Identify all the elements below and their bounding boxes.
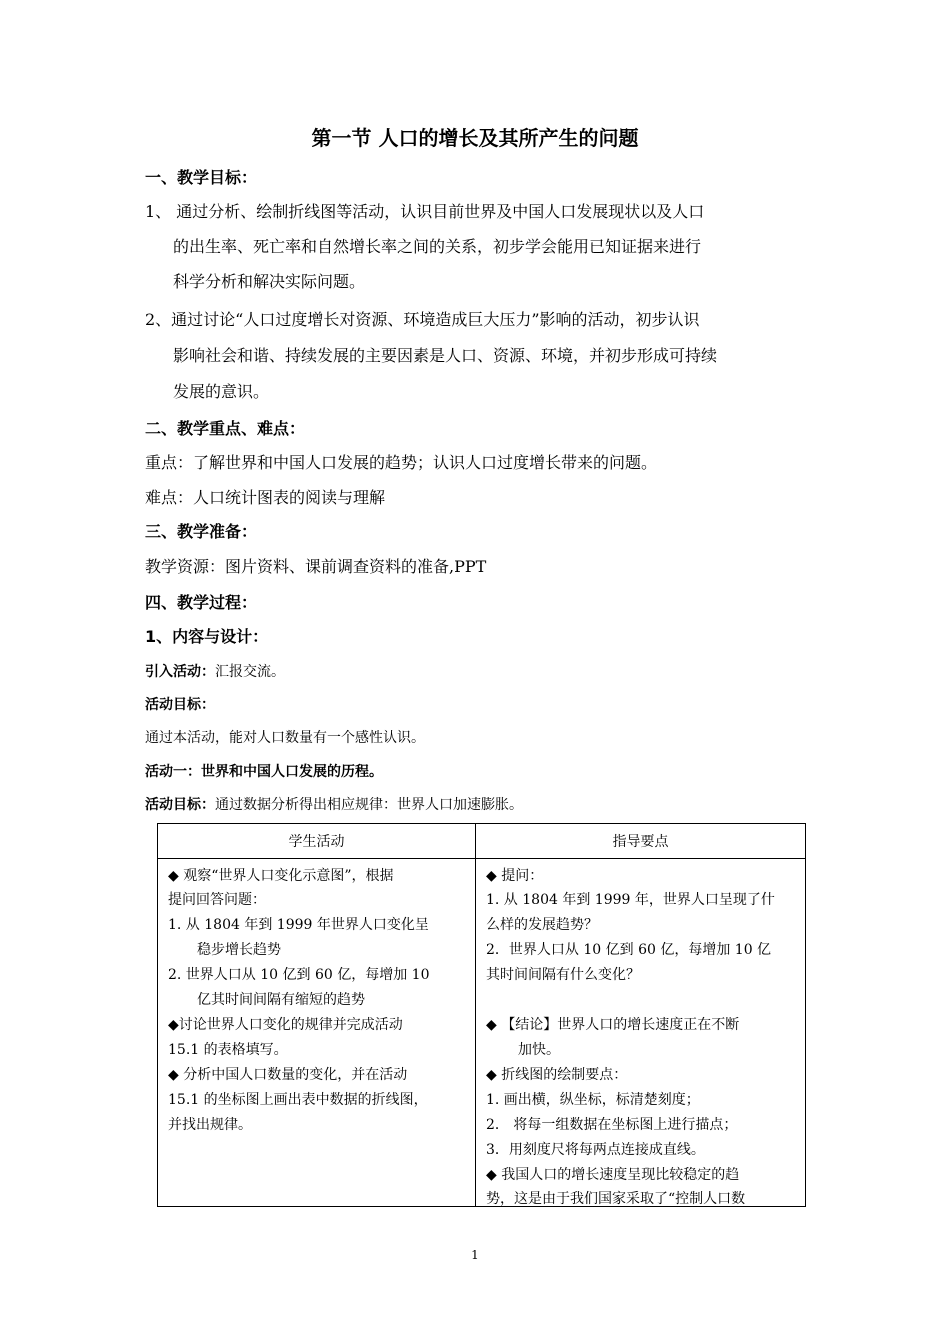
activity-goal-label: 活动目标： bbox=[145, 697, 215, 713]
student-line: ◆讨论世界人口变化的规律并完成活动 bbox=[168, 1017, 403, 1033]
activity-one-heading: 活动一：世界和中国人口发展的历程。 bbox=[145, 764, 383, 780]
guidance-line: ◆ 折线图的绘制要点： bbox=[486, 1067, 628, 1083]
activity-one-goal-label: 活动目标： bbox=[145, 797, 215, 813]
section-heading-preparation: 三、教学准备： bbox=[145, 522, 258, 541]
objective-2-line-3: 发展的意识。 bbox=[173, 382, 270, 401]
guidance-line: ◆ 提问： bbox=[486, 868, 544, 884]
section-heading-objectives: 一、教学目标： bbox=[145, 168, 258, 187]
student-line: 提问回答问题： bbox=[168, 892, 266, 908]
teaching-resources-text: 教学资源：图片资料、课前调查资料的准备,PPT bbox=[145, 557, 487, 576]
activity-one-goal-text: 通过数据分析得出相应规律：世界人口加速膨胀。 bbox=[215, 797, 523, 813]
activity-table bbox=[157, 823, 806, 1207]
guidance-line: 1. 从 1804 年到 1999 年，世界人口呈现了什 bbox=[486, 892, 775, 908]
table-row bbox=[158, 859, 806, 1207]
guidance-line: 么样的发展趋势？ bbox=[486, 917, 598, 933]
objective-1-line-3: 科学分析和解决实际问题。 bbox=[173, 272, 366, 291]
guidance-line: 2． 将每一组数据在坐标图上进行描点； bbox=[486, 1117, 738, 1133]
document-title: 第一节 人口的增长及其所产生的问题 bbox=[311, 126, 639, 150]
student-line: 15.1 的表格填写。 bbox=[168, 1042, 288, 1058]
guidance-cell bbox=[476, 859, 806, 1207]
student-line: 1. 从 1804 年到 1999 年世界人口变化呈 bbox=[168, 917, 429, 933]
activity-goal-text: 通过本活动，能对人口数量有一个感性认识。 bbox=[145, 730, 425, 746]
guidance-line: 势，这是由于我们国家采取了“控制人口数 bbox=[486, 1191, 746, 1207]
student-line: 亿其时间间隔有缩短的趋势 bbox=[197, 992, 365, 1008]
student-line: 2. 世界人口从 10 亿到 60 亿，每增加 10 bbox=[168, 967, 430, 983]
guidance-line: 3．用刻度尺将每两点连接成直线。 bbox=[486, 1142, 705, 1158]
objective-2-line-2: 影响社会和谐、持续发展的主要因素是人口、资源、环境，并初步形成可持续 bbox=[173, 346, 718, 365]
table-header-row bbox=[158, 824, 806, 859]
section-heading-key-points: 二、教学重点、难点： bbox=[145, 419, 306, 438]
student-line: 稳步增长趋势 bbox=[197, 942, 281, 958]
student-line: ◆ 分析中国人口数量的变化，并在活动 bbox=[168, 1067, 408, 1083]
intro-activity bbox=[145, 661, 285, 681]
guidance-line: 1. 画出横，纵坐标，标清楚刻度； bbox=[486, 1092, 700, 1108]
student-line: ◆ 观察“世界人口变化示意图”，根据 bbox=[168, 868, 394, 884]
intro-activity-text: 汇报交流。 bbox=[215, 664, 285, 680]
student-line: 15.1 的坐标图上画出表中数据的折线图， bbox=[168, 1092, 428, 1108]
student-line: 并找出规律。 bbox=[168, 1117, 252, 1133]
difficult-point-text: 难点：人口统计图表的阅读与理解 bbox=[145, 488, 386, 507]
objective-2-line-1: 2、通过讨论“人口过度增长对资源、环境造成巨大压力”影响的活动，初步认识 bbox=[145, 310, 700, 329]
section-heading-process: 四、教学过程： bbox=[145, 593, 258, 612]
key-point-text: 重点：了解世界和中国人口发展的趋势；认识人口过度增长带来的问题。 bbox=[145, 453, 658, 472]
guidance-line: ◆ 【结论】世界人口的增长速度正在不断 bbox=[486, 1017, 740, 1033]
guidance-line: ◆ 我国人口的增长速度呈现比较稳定的趋 bbox=[486, 1167, 740, 1183]
subsection-heading-content: 1、内容与设计： bbox=[145, 627, 269, 646]
guidance-line: 加快。 bbox=[518, 1042, 560, 1058]
page-number: 1 bbox=[471, 1248, 479, 1262]
intro-activity-label: 引入活动： bbox=[145, 664, 215, 680]
student-activity-cell bbox=[158, 859, 476, 1207]
objective-1-line-1: 1、 通过分析、绘制折线图等活动，认识目前世界及中国人口发展现状以及人口 bbox=[145, 202, 705, 221]
guidance-line: 2．世界人口从 10 亿到 60 亿，每增加 10 亿 bbox=[486, 942, 772, 958]
header-guidance-points: 指导要点 bbox=[476, 824, 806, 859]
objective-1-line-2: 的出生率、死亡率和自然增长率之间的关系，初步学会能用已知证据来进行 bbox=[173, 237, 702, 256]
guidance-line: 其时间间隔有什么变化？ bbox=[486, 967, 640, 983]
activity-one-goal bbox=[145, 794, 523, 814]
header-student-activity: 学生活动 bbox=[158, 824, 476, 859]
